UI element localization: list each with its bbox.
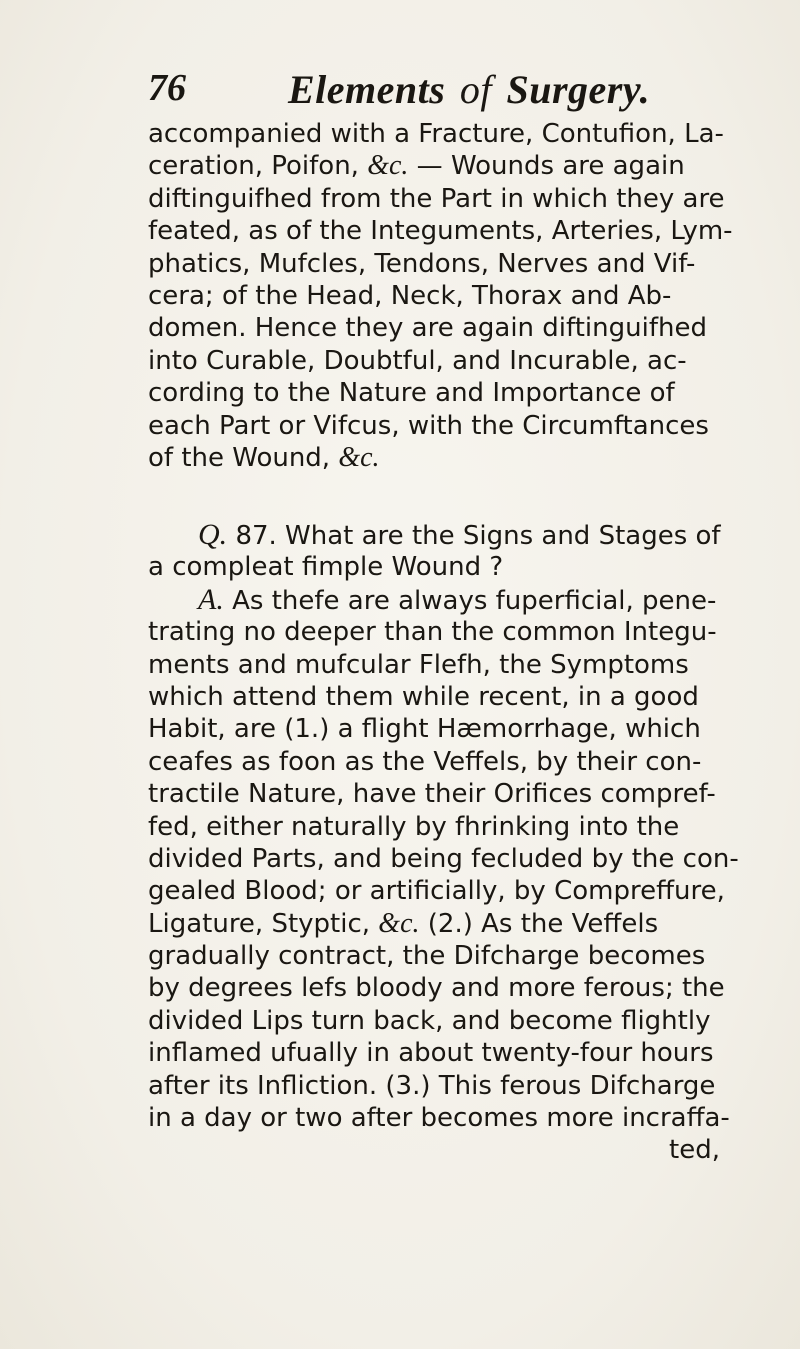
answer-line: tractile Nature, have their Orifices compref-: [148, 779, 716, 810]
answer-line: Habit, are (1.) a flight Hæmorrhage, which: [148, 714, 701, 745]
paragraph-wound-classification: [148, 118, 748, 474]
text-line: feated, as of the Integuments, Arteries, Lym-: [148, 216, 733, 247]
question-answer-87: [148, 519, 748, 1167]
answer-line: by degrees lefs bloody and more ferous; the: [148, 973, 725, 1004]
question-line: a compleat fimple Wound ?: [148, 552, 504, 583]
question-text: 87. What are the Signs and Stages of: [235, 521, 721, 551]
question-line: [148, 519, 748, 551]
answer-line: fed, either naturally by fhrinking into the: [148, 811, 680, 842]
answer-line: ments and mufcular Flefh, the Symptoms: [148, 649, 689, 680]
text-line: domen. Hence they are again diftinguifhed: [148, 313, 707, 344]
answer-line: in a day or two after becomes more incraffa-: [148, 1103, 730, 1134]
page-number: 76: [148, 67, 186, 109]
text-line: each Part or Vifcus, with the Circumftances: [148, 410, 709, 441]
answer-line: which attend them while recent, in a good: [148, 681, 699, 712]
answer-line: ceafes as foon as the Veffels, by their con-: [148, 746, 702, 777]
answer-line: Ligature, Styptic, &c. (2.) As the Veffels: [148, 907, 659, 939]
etc-abbreviation: &c.: [378, 907, 420, 939]
text-line: ceration, Poifon, &c. — Wounds are again: [148, 150, 685, 182]
text-line: diftinguifhed from the Part in which they are: [148, 183, 725, 214]
running-head-part2: Surgery.: [506, 67, 651, 112]
page-header: [148, 66, 708, 118]
text-line: of the Wound, &c.: [148, 441, 380, 473]
answer-text: As thefe are always fuperficial, pene-: [232, 585, 717, 616]
answer-line: [148, 584, 748, 616]
answer-marker: A.: [198, 582, 224, 616]
text-line: accompanied with a Fracture, Contufion, La-: [148, 119, 724, 149]
answer-line: trating no deeper than the common Integu-: [148, 617, 717, 648]
answer-line: gradually contract, the Difcharge becomes: [148, 941, 706, 972]
question-marker: Q.: [198, 518, 228, 551]
catchword: ted,: [669, 1135, 720, 1166]
answer-line: after its Infliction. (3.) This ferous Difcharge: [148, 1070, 716, 1101]
answer-line: inflamed ufually in about twenty-four hours: [148, 1038, 714, 1069]
text-line: cera; of the Head, Neck, Thorax and Ab-: [148, 280, 672, 311]
answer-line: gealed Blood; or artificially, by Compreffure,: [148, 876, 725, 907]
etc-abbreviation: &c.: [338, 441, 380, 473]
running-head-of: of: [459, 67, 492, 112]
text-line: into Curable, Doubtful, and Incurable, ac-: [148, 345, 687, 376]
answer-line: divided Lips turn back, and become flightly: [148, 1005, 711, 1036]
running-head: [288, 66, 650, 113]
etc-abbreviation: &c.: [367, 150, 409, 182]
running-head-part1: Elements: [288, 67, 446, 112]
text-line: phatics, Mufcles, Tendons, Nerves and Vif-: [148, 248, 696, 279]
text-line: cording to the Nature and Importance of: [148, 378, 675, 409]
answer-line: divided Parts, and being fecluded by the con-: [148, 843, 739, 874]
